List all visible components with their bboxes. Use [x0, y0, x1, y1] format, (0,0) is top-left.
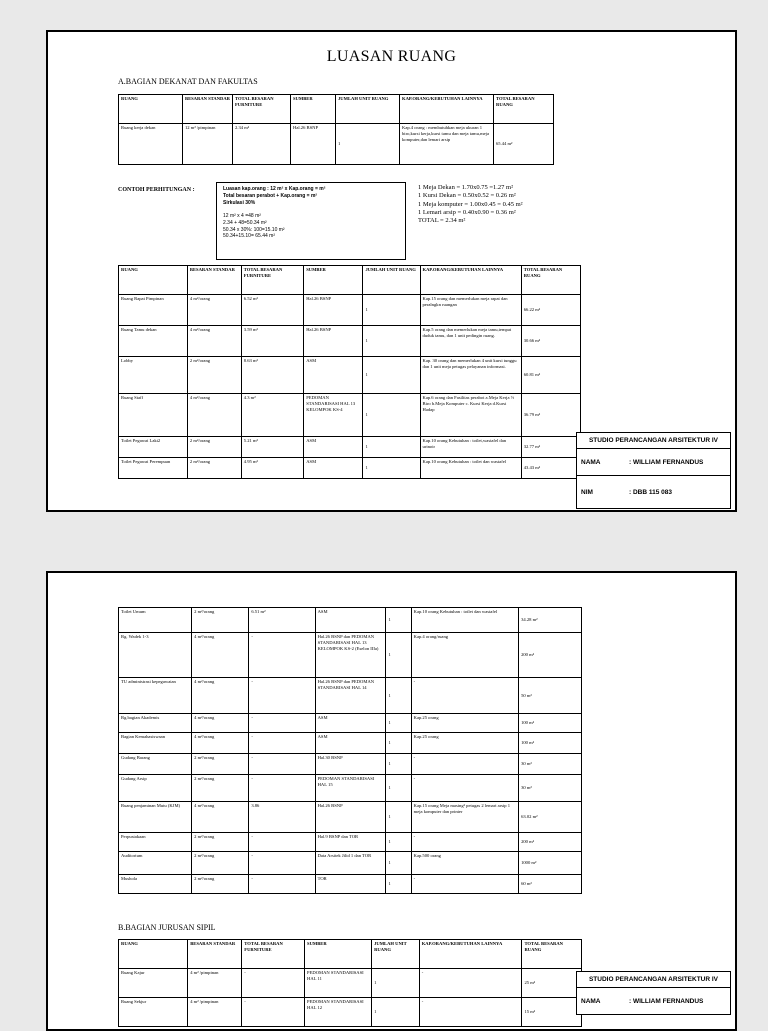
cell-jumlah-unit: 1: [386, 802, 411, 833]
header-ruang: RUANG: [119, 940, 188, 969]
cell-ruang: Ruang Rapat Pimpinan: [119, 295, 188, 326]
calc-line: 1 Kursi Dekan = 0.50x0.52 = 0.26 m²: [418, 192, 516, 200]
header-jumlah-unit: JUMLAH UNIT RUANG: [372, 940, 420, 969]
table-dekanat-3: [118, 607, 582, 894]
cell-total-furniture: -: [242, 969, 305, 998]
cell-sumber: Hal.26 BSNP: [291, 124, 336, 165]
cell-total-ruang: 100 m²: [519, 714, 582, 733]
studio-title: STUDIO PERANCANGAN ARSITEKTUR IV: [577, 433, 730, 449]
cell-total-ruang: 63.02 m²: [519, 802, 582, 833]
furniture-calc: [418, 184, 523, 226]
cell-ruang: Rg. Wadek 1-3: [119, 633, 192, 678]
cell-kapasitas: Kap.10 orang Kebutuhan : toilet,wastafel dan urinoir: [420, 437, 521, 458]
header-total-furniture: TOTAL BESARAN FURNITURE: [233, 95, 291, 124]
cell-kapasitas: Kap.15 orang dan memerlukan meja rapat dan peralngkn ruangan: [420, 295, 521, 326]
cell-jumlah-unit: 1: [363, 394, 420, 437]
calc-line: TOTAL = 2.34 m²: [418, 217, 466, 225]
table-dekanat-1: [118, 94, 554, 165]
cell-total-furniture: -: [249, 852, 315, 875]
table-row: [119, 295, 581, 326]
nama-value: : WILLIAM FERNANDUS: [629, 997, 704, 1005]
cell-sumber: PEDOMAN STANDARISASI HAL 13 KELOMPOK KS-4: [304, 394, 363, 437]
cell-total-furniture: 6.51 m²: [249, 608, 315, 633]
cell-total-ruang: 60.81 m²: [521, 357, 580, 394]
table-header-row: [119, 266, 581, 295]
header-sumber: SUMBER: [291, 95, 336, 124]
calc-line: [223, 206, 399, 213]
cell-sumber: Hal.26 BSNP dan PEDOMAN STANDARISASI HAL 14: [315, 678, 386, 714]
cell-jumlah-unit: 1: [386, 714, 411, 733]
table-row: [119, 633, 582, 678]
cell-kapasitas: -: [411, 678, 518, 714]
cell-total-ruang: 100 m²: [519, 733, 582, 754]
cell-besaran-standar: 2 m²/orang: [192, 608, 249, 633]
cell-total-ruang: 43.43 m²: [521, 458, 580, 479]
cell-kapasitas: -: [411, 775, 518, 802]
cell-jumlah-unit: 1: [363, 458, 420, 479]
cell-kapasitas: Kap.25 orang: [411, 733, 518, 754]
header-ruang: RUANG: [119, 266, 188, 295]
table-row: [119, 733, 582, 754]
nim-label: NIM: [581, 488, 593, 496]
cell-ruang: TU administrasi kepegawaian: [119, 678, 192, 714]
cell-total-furniture: -: [249, 833, 315, 852]
cell-jumlah-unit: 1: [363, 295, 420, 326]
cell-jumlah-unit: 1: [372, 969, 420, 998]
calc-line: 1 Lemari arsip = 0.40x0.90 = 0.36 m²: [418, 208, 516, 216]
cell-total-furniture: -: [249, 775, 315, 802]
cell-besaran-standar: 2 m²/orang: [192, 875, 249, 894]
cell-sumber: Hal.26 BSNP: [315, 802, 386, 833]
cell-ruang: Bagian Kemahasiswaan: [119, 733, 192, 754]
cell-besaran-standar: 2 m²/orang: [187, 357, 241, 394]
cell-total-furniture: 2.34 m²: [233, 124, 291, 165]
cell-jumlah-unit: 1: [386, 833, 411, 852]
header-besaran-standar: BESARAN STANDAR: [187, 266, 241, 295]
table-row: [119, 437, 581, 458]
cell-jumlah-unit: 1: [363, 437, 420, 458]
cell-jumlah-unit: 1: [386, 633, 411, 678]
cell-sumber: Hal.9 BSNP dan TOR: [315, 833, 386, 852]
cell-besaran-standar: 4 m² /pimpinan: [188, 969, 242, 998]
studio-title: STUDIO PERANCANGAN ARSITEKTUR IV: [577, 972, 730, 988]
cell-total-ruang: 25 m²: [522, 969, 582, 998]
cell-kapasitas: Kap.10 orang Kebutuhan : toilet dan wastafel: [411, 608, 518, 633]
header-kapasitas: KAP.ORANG/KEBUTUHAN LAINNYA: [420, 266, 521, 295]
cell-total-furniture: 4.3 m²: [241, 394, 303, 437]
cell-total-furniture: -: [249, 875, 315, 894]
cell-besaran-standar: 12 m² /pimpinan: [183, 124, 233, 165]
cell-total-furniture: 8.63 m²: [241, 357, 303, 394]
cell-besaran-standar: 4 m²/orang: [187, 295, 241, 326]
calc-line: 1 Meja komputer = 1.00x0.45 = 0.45 m²: [418, 200, 523, 208]
cell-kapasitas: Kap. 30 orang dan memerlukan 4 unit kursi tunggu dan 1 unit meja petugas pelayanan informasi.: [420, 357, 521, 394]
cell-besaran-standar: 4 m²/orang: [187, 326, 241, 357]
cell-ruang: Ruang kerja dekan: [119, 124, 183, 165]
calc-line: 50.34+15.10= 65.44 m²: [223, 233, 275, 240]
header-total-ruang: TOTAL BESARAN RUANG: [494, 95, 554, 124]
cell-kapasitas: -: [411, 754, 518, 775]
cell-jumlah-unit: 1: [386, 754, 411, 775]
calc-line: 50.34 x 30%: 100=15.10 m²: [223, 226, 285, 233]
cell-total-ruang: 1000 m²: [519, 852, 582, 875]
title-block-2: [576, 971, 731, 1015]
table-row: [119, 754, 582, 775]
cell-total-furniture: 3.86: [249, 802, 315, 833]
cell-jumlah-unit: 1: [386, 852, 411, 875]
header-sumber: SUMBER: [304, 266, 363, 295]
cell-total-furniture: -: [249, 633, 315, 678]
cell-kapasitas: -: [419, 998, 522, 1027]
cell-total-ruang: 66.22 m²: [521, 295, 580, 326]
table-row: [119, 326, 581, 357]
cell-besaran-standar: 4 m²/orang: [192, 714, 249, 733]
cell-total-ruang: 50 m²: [519, 678, 582, 714]
table-dekanat-2: [118, 265, 581, 479]
cell-ruang: Mushola: [119, 875, 192, 894]
cell-sumber: ASM: [304, 458, 363, 479]
cell-sumber: Hal.30 BSNP: [315, 754, 386, 775]
cell-ruang: Ruang penjaminan Mutu (KJM): [119, 802, 192, 833]
cell-besaran-standar: 4 m²/orang: [192, 678, 249, 714]
table-row: [119, 852, 582, 875]
cell-jumlah-unit: 1: [386, 678, 411, 714]
header-total-ruang: TOTAL BESARAN RUANG: [522, 940, 582, 969]
header-besaran-standar: BESARAN STANDAR: [183, 95, 233, 124]
cell-total-ruang: 30.66 m²: [521, 326, 580, 357]
table-row: [119, 714, 582, 733]
table-row: [119, 394, 581, 437]
cell-kapasitas: Kap.500 orang: [411, 852, 518, 875]
cell-total-furniture: -: [249, 733, 315, 754]
header-jumlah-unit: JUMLAH UNIT RUANG: [336, 95, 400, 124]
section-a-heading: A.BAGIAN DEKANAT DAN FAKULTAS: [118, 77, 258, 86]
cell-jumlah-unit: 1: [363, 326, 420, 357]
cell-kapasitas: -: [411, 833, 518, 852]
table-header-row: [119, 95, 554, 124]
header-total-furniture: TOTAL BESARAN FURNITURE: [242, 940, 305, 969]
cell-besaran-standar: 2 m²/orang: [192, 775, 249, 802]
cell-jumlah-unit: 1: [363, 357, 420, 394]
page-title: LUASAN RUANG: [326, 48, 457, 65]
cell-kapasitas: Kap.25 orang: [411, 714, 518, 733]
cell-sumber: PEDOMAN STANDARISASI HAL 15: [315, 775, 386, 802]
calc-line: 2.34 + 48=50.34 m²: [223, 219, 267, 226]
cell-sumber: ASM: [304, 357, 363, 394]
header-kapasitas: KAP.ORANG/KEBUTUHAN LAINNYA: [419, 940, 522, 969]
cell-ruang: Ruang Sekjur: [119, 998, 188, 1027]
cell-ruang: Gudang Arsip: [119, 775, 192, 802]
cell-besaran-standar: 2 m²/orang: [192, 833, 249, 852]
cell-total-ruang: 30 m²: [519, 775, 582, 802]
cell-total-furniture: -: [249, 678, 315, 714]
section-b-heading: B.BAGIAN JURUSAN SIPIL: [118, 923, 216, 932]
cell-jumlah-unit: 1: [386, 775, 411, 802]
cell-jumlah-unit: 1: [386, 608, 411, 633]
cell-sumber: ASM: [315, 608, 386, 633]
table-header-row: [119, 940, 582, 969]
cell-total-furniture: -: [249, 714, 315, 733]
header-kapasitas: KAP.ORANG/KEBUTUHAN LAINNYA: [400, 95, 494, 124]
cell-total-furniture: -: [249, 754, 315, 775]
cell-total-ruang: 200 m²: [519, 633, 582, 678]
cell-sumber: Data Arsitek Jilid 1 dan TOR: [315, 852, 386, 875]
cell-besaran-standar: 2 m²/orang: [187, 437, 241, 458]
cell-ruang: Lobby: [119, 357, 188, 394]
cell-total-ruang: 200 m²: [519, 833, 582, 852]
calc-line: Total besaran perabot + Kap.orang = m²: [223, 192, 318, 199]
cell-besaran-standar: 2 m²/orang: [187, 458, 241, 479]
nama-label: NAMA: [581, 997, 601, 1005]
cell-jumlah-unit: 1: [336, 124, 400, 165]
cell-besaran-standar: 4 m² /pimpinan: [188, 998, 242, 1027]
table-jurusan-sipil: [118, 939, 582, 1027]
table-row: [119, 357, 581, 394]
cell-total-furniture: 3.59 m²: [241, 326, 303, 357]
cell-ruang: Toilet Pegawai Perempuan: [119, 458, 188, 479]
calc-line: Luasan kap.orang : 12 m² x Kap.orang = m²: [223, 186, 326, 192]
document-page-2: [46, 571, 737, 1031]
cell-total-ruang: 32.77 m²: [521, 437, 580, 458]
cell-ruang: Gudang Barang: [119, 754, 192, 775]
cell-ruang: Rg.bagian Akademis: [119, 714, 192, 733]
cell-kapasitas: -: [419, 969, 522, 998]
title-block: [576, 432, 731, 509]
cell-besaran-standar: 2 m²/orang: [192, 754, 249, 775]
cell-sumber: TOR: [315, 875, 386, 894]
calc-label: CONTOH PERHITUNGAN :: [118, 187, 195, 193]
cell-sumber: ASM: [315, 714, 386, 733]
cell-kapasitas: Kap.4 orang/ruang: [411, 633, 518, 678]
header-jumlah-unit: JUMLAH UNIT RUANG: [363, 266, 420, 295]
cell-ruang: Auditorium: [119, 852, 192, 875]
cell-kapasitas: -: [411, 875, 518, 894]
cell-jumlah-unit: 1: [386, 875, 411, 894]
cell-besaran-standar: 4 m²/orang: [192, 633, 249, 678]
cell-total-furniture: 5.21 m²: [241, 437, 303, 458]
table-row: [119, 678, 582, 714]
header-total-furniture: TOTAL BESARAN FURNITURE: [241, 266, 303, 295]
cell-kapasitas: Kap.6 orang dan Fasilitas perabot a.Meja Kerja ½ Biro b.Meja Komputer c. Kursi Kerja d.Kursi Hadap: [420, 394, 521, 437]
header-ruang: RUANG: [119, 95, 183, 124]
table-row: [119, 875, 582, 894]
cell-sumber: Hal.26 BSNP dan PEDOMAN STANDARISASI HAL 13 KELOMPOK KS-2 (Eselon IIIa): [315, 633, 386, 678]
table-row: [119, 775, 582, 802]
cell-total-ruang: 36.79 m²: [521, 394, 580, 437]
table-row: [119, 458, 581, 479]
cell-total-ruang: 60 m²: [519, 875, 582, 894]
header-sumber: SUMBER: [305, 940, 372, 969]
cell-sumber: Hal.26 BSNP: [304, 326, 363, 357]
cell-besaran-standar: 4 m²/orang: [192, 733, 249, 754]
cell-ruang: Toilet Pegawai Laki2: [119, 437, 188, 458]
cell-total-ruang: 34.28 m²: [519, 608, 582, 633]
nama-label: NAMA: [581, 458, 601, 466]
cell-ruang: Ruang Kajur: [119, 969, 188, 998]
cell-total-ruang: 15 m²: [522, 998, 582, 1027]
cell-ruang: Toilet Umum: [119, 608, 192, 633]
cell-total-furniture: -: [242, 998, 305, 1027]
cell-total-furniture: 4.95 m²: [241, 458, 303, 479]
nim-value: : DBB 115 083: [629, 488, 672, 496]
cell-total-ruang: 65.44 m²: [494, 124, 554, 165]
cell-sumber: PEDOMAN STANDARISASI HAL 12: [305, 998, 372, 1027]
table-row: [119, 833, 582, 852]
cell-besaran-standar: 2 m²/orang: [192, 852, 249, 875]
table-row: [119, 124, 554, 165]
header-besaran-standar: BESARAN STANDAR: [188, 940, 242, 969]
cell-sumber: Hal.26 BSNP: [304, 295, 363, 326]
cell-besaran-standar: 4 m²/orang: [187, 394, 241, 437]
cell-ruang: Perpustakaan: [119, 833, 192, 852]
calc-line: Sirkulasi 30%: [223, 199, 256, 206]
nama-value: : WILLIAM FERNANDUS: [629, 458, 704, 466]
cell-kapasitas: Kap.15 orang Meja masing² petugas 2 lemari arsip 1 meja komputer dan printer: [411, 802, 518, 833]
cell-sumber: ASM: [315, 733, 386, 754]
cell-ruang: Ruang Tamu dekan: [119, 326, 188, 357]
table-row: [119, 608, 582, 633]
calc-line: 1 Meja Dekan = 1.70x0.75 =1.27 m²: [418, 184, 514, 191]
table-row: [119, 969, 582, 998]
cell-total-ruang: 30 m²: [519, 754, 582, 775]
header-total-ruang: TOTAL BESARAN RUANG: [521, 266, 580, 295]
calc-line: 12 m² x 4 =48 m²: [223, 213, 261, 219]
table-row: [119, 802, 582, 833]
cell-kapasitas: Kap.4 orang : membutuhkan meja ukuran 1 biro,kursi kerja,kursi tamu dan meja tamu,meja komputer,dan lemari arsip: [400, 124, 494, 165]
cell-jumlah-unit: 1: [372, 998, 420, 1027]
cell-kapasitas: Kap.5 orang dan memerlukan meja tamu,tempat duduk tamu, dan 1 unit pedingin ruang.: [420, 326, 521, 357]
table-row: [119, 998, 582, 1027]
cell-jumlah-unit: 1: [386, 733, 411, 754]
calc-box: [216, 182, 406, 260]
cell-ruang: Ruang Staff: [119, 394, 188, 437]
cell-besaran-standar: 4 m²/orang: [192, 802, 249, 833]
cell-sumber: ASM: [304, 437, 363, 458]
document-page-1: [46, 30, 737, 512]
cell-sumber: PEDOMAN STANDARISASI HAL 11: [305, 969, 372, 998]
cell-kapasitas: Kap.10 orang Kebutuhan : toilet dan wastafel: [420, 458, 521, 479]
cell-total-furniture: 6.52 m²: [241, 295, 303, 326]
